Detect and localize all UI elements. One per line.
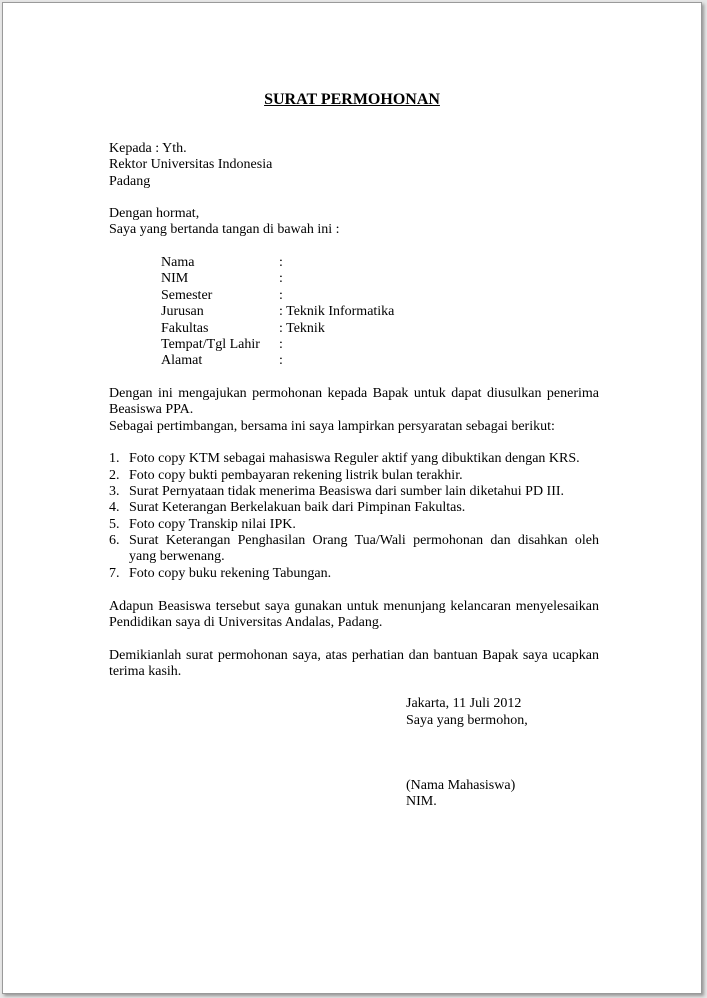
list-item-text: Surat Pernyataan tidak menerima Beasiswa dari sumber lain diketahui PD III. <box>129 484 565 499</box>
field-value-fakultas: : Teknik <box>279 321 325 336</box>
purpose-line-1: Adapun Beasiswa tersebut saya gunakan untuk menunjang kelancaran menyelesaikan <box>109 599 599 614</box>
field-label-tempat-tgl-lahir: Tempat/Tgl Lahir <box>161 337 260 352</box>
list-item-text: Foto copy buku rekening Tabungan. <box>129 566 332 581</box>
field-label-fakultas: Fakultas <box>161 321 209 336</box>
letter-page <box>2 2 702 994</box>
list-item-number: 2. <box>109 468 120 483</box>
letter-title: SURAT PERMOHONAN <box>264 91 440 108</box>
recipient-line-1: Kepada : Yth. <box>109 141 187 156</box>
list-item-text: Foto copy Transkip nilai IPK. <box>129 517 296 532</box>
request-line-1: Dengan ini mengajukan permohonan kepada Bapak untuk dapat diusulkan penerima <box>109 386 599 401</box>
list-item-text: Foto copy bukti pembayaran rekening listrik bulan terakhir. <box>129 468 463 483</box>
signature-name: (Nama Mahasiswa) <box>406 778 516 793</box>
field-value-tempat-tgl-lahir: : <box>279 337 283 352</box>
list-item-number: 5. <box>109 517 120 532</box>
list-item-number: 3. <box>109 484 120 499</box>
signature-place-date: Jakarta, 11 Juli 2012 <box>406 696 522 711</box>
purpose-line-2: Pendidikan saya di Universitas Andalas, Padang. <box>109 615 383 630</box>
intro: Saya yang bertanda tangan di bawah ini : <box>109 222 340 237</box>
list-item-text: Surat Keterangan Penghasilan Orang Tua/Wali permohonan dan disahkan oleh <box>129 533 599 548</box>
list-item-number: 4. <box>109 500 120 515</box>
signature-sender: Saya yang bermohon, <box>406 713 528 728</box>
greeting: Dengan hormat, <box>109 206 200 221</box>
closing-line-1: Demikianlah surat permohonan saya, atas perhatian dan bantuan Bapak saya ucapkan <box>109 648 599 663</box>
field-value-alamat: : <box>279 353 283 368</box>
field-label-alamat: Alamat <box>161 353 203 368</box>
recipient-line-3: Padang <box>109 174 151 189</box>
field-label-nama: Nama <box>161 255 195 270</box>
list-item-text: Foto copy KTM sebagai mahasiswa Reguler aktif yang dibuktikan dengan KRS. <box>129 451 580 466</box>
field-label-jurusan: Jurusan <box>161 304 204 319</box>
list-item-number: 7. <box>109 566 120 581</box>
list-item-text-continuation: yang berwenang. <box>129 549 225 564</box>
list-item-number: 6. <box>109 533 120 548</box>
field-value-semester: : <box>279 288 283 303</box>
field-value-jurusan: : Teknik Informatika <box>279 304 395 319</box>
field-label-semester: Semester <box>161 288 213 303</box>
field-value-nim: : <box>279 271 283 286</box>
signature-nim: NIM. <box>406 794 437 809</box>
request-line-2: Beasiswa PPA. <box>109 402 194 417</box>
request-line-3: Sebagai pertimbangan, bersama ini saya lampirkan persyaratan sebagai berikut: <box>109 419 555 434</box>
field-value-nama: : <box>279 255 283 270</box>
closing-line-2: terima kasih. <box>109 664 182 679</box>
list-item-text: Surat Keterangan Berkelakuan baik dari Pimpinan Fakultas. <box>129 500 466 515</box>
recipient-line-2: Rektor Universitas Indonesia <box>109 157 273 172</box>
field-label-nim: NIM <box>161 271 189 286</box>
list-item-number: 1. <box>109 451 120 466</box>
